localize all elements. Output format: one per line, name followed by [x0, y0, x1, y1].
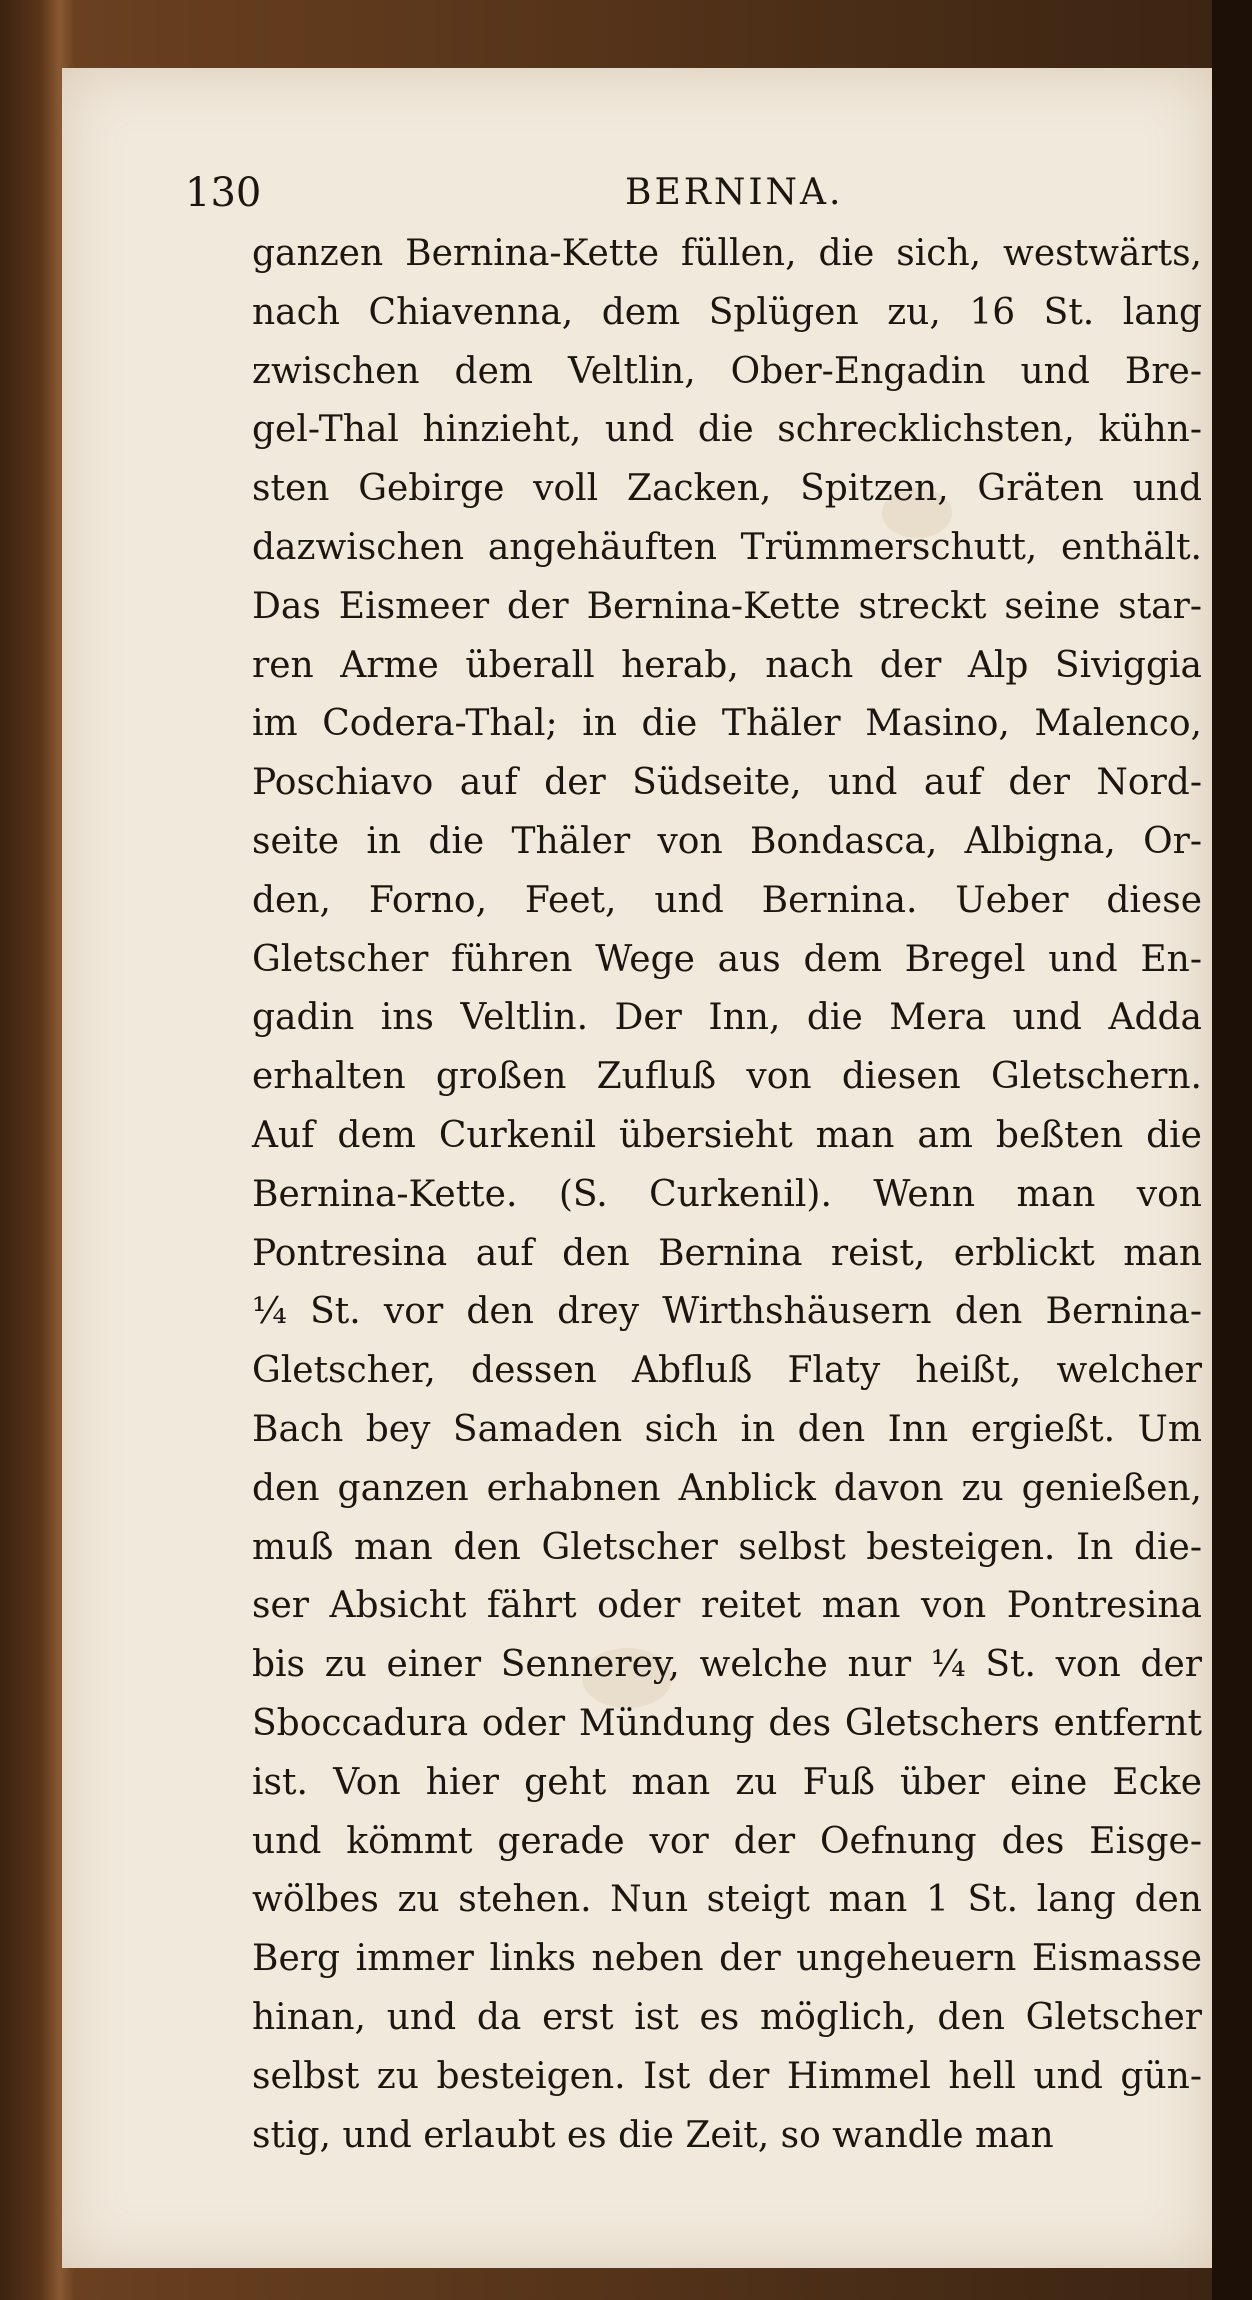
text-line: den ganzen erhabnen Anblick davon zu genießen, [252, 1467, 1202, 1509]
text-line: Gletscher, dessen Abfluß Flaty heißt, welcher [252, 1350, 1202, 1392]
text-line: und kömmt gerade vor der Oefnung des Eisge- [252, 1820, 1202, 1862]
text-line: den, Forno, Feet, und Bernina. Ueber diese [252, 879, 1202, 921]
text-line: Bernina-Kette. (S. Curkenil). Wenn man von [252, 1173, 1202, 1215]
text-line: wölbes zu stehen. Nun steigt man 1 St. lang den [252, 1879, 1202, 1921]
text-line: hinan, und da erst ist es möglich, den Gletscher [252, 1996, 1202, 2038]
text-line: Gletscher führen Wege aus dem Bregel und En- [252, 938, 1202, 980]
text-line: ¼ St. vor den drey Wirthshäusern den Bernina- [252, 1291, 1202, 1333]
body-text [252, 225, 1202, 2165]
text-line: ser Absicht fährt oder reitet man von Pontresina [252, 1585, 1202, 1627]
text-line: gel-Thal hinzieht, und die schrecklichsten, kühn- [252, 409, 1202, 451]
text-line: Bach bey Samaden sich in den Inn ergießt. Um [252, 1408, 1202, 1450]
text-line: Pontresina auf den Bernina reist, erblickt man [252, 1232, 1202, 1274]
running-head: BERNINA. [625, 172, 844, 213]
text-line: im Codera-Thal; in die Thäler Masino, Malenco, [252, 703, 1202, 745]
text-line: stig, und erlaubt es die Zeit, so wandle man [252, 2114, 1054, 2156]
text-line: Berg immer links neben der ungeheuern Eismasse [252, 1938, 1202, 1980]
text-line: erhalten großen Zufluß von diesen Gletschern. [252, 1056, 1202, 1098]
text-line: sten Gebirge voll Zacken, Spitzen, Gräten und [252, 468, 1202, 510]
text-line: Poschiavo auf der Südseite, und auf der Nord- [252, 762, 1202, 804]
text-line: dazwischen angehäuften Trümmerschutt, enthält. [252, 526, 1202, 568]
book-edge [1212, 0, 1252, 2300]
text-line: seite in die Thäler von Bondasca, Albigna, Or- [252, 820, 1202, 862]
text-line: Auf dem Curkenil übersieht man am beßten die [252, 1114, 1202, 1156]
text-line: muß man den Gletscher selbst besteigen. In die- [252, 1526, 1202, 1568]
text-line: ist. Von hier geht man zu Fuß über eine Ecke [252, 1761, 1202, 1803]
text-line: bis zu einer Sennerey, welche nur ¼ St. von der [252, 1644, 1202, 1686]
text-line: Das Eismeer der Bernina-Kette streckt seine star- [252, 585, 1202, 627]
page-number: 130 [185, 170, 262, 216]
text-line: nach Chiavenna, dem Splügen zu, 16 St. lang [252, 291, 1202, 333]
text-line: Sboccadura oder Mündung des Gletschers entfernt [252, 1702, 1202, 1744]
text-line: ganzen Bernina-Kette füllen, die sich, westwärts, [252, 233, 1202, 274]
text-line: zwischen dem Veltlin, Ober-Engadin und Bre- [252, 350, 1202, 392]
text-line: selbst zu besteigen. Ist der Himmel hell und gün- [252, 2055, 1202, 2097]
text-line: gadin ins Veltlin. Der Inn, die Mera und Adda [252, 997, 1202, 1039]
text-line: ren Arme überall herab, nach der Alp Siviggia [252, 644, 1202, 686]
page-header [185, 170, 1185, 230]
